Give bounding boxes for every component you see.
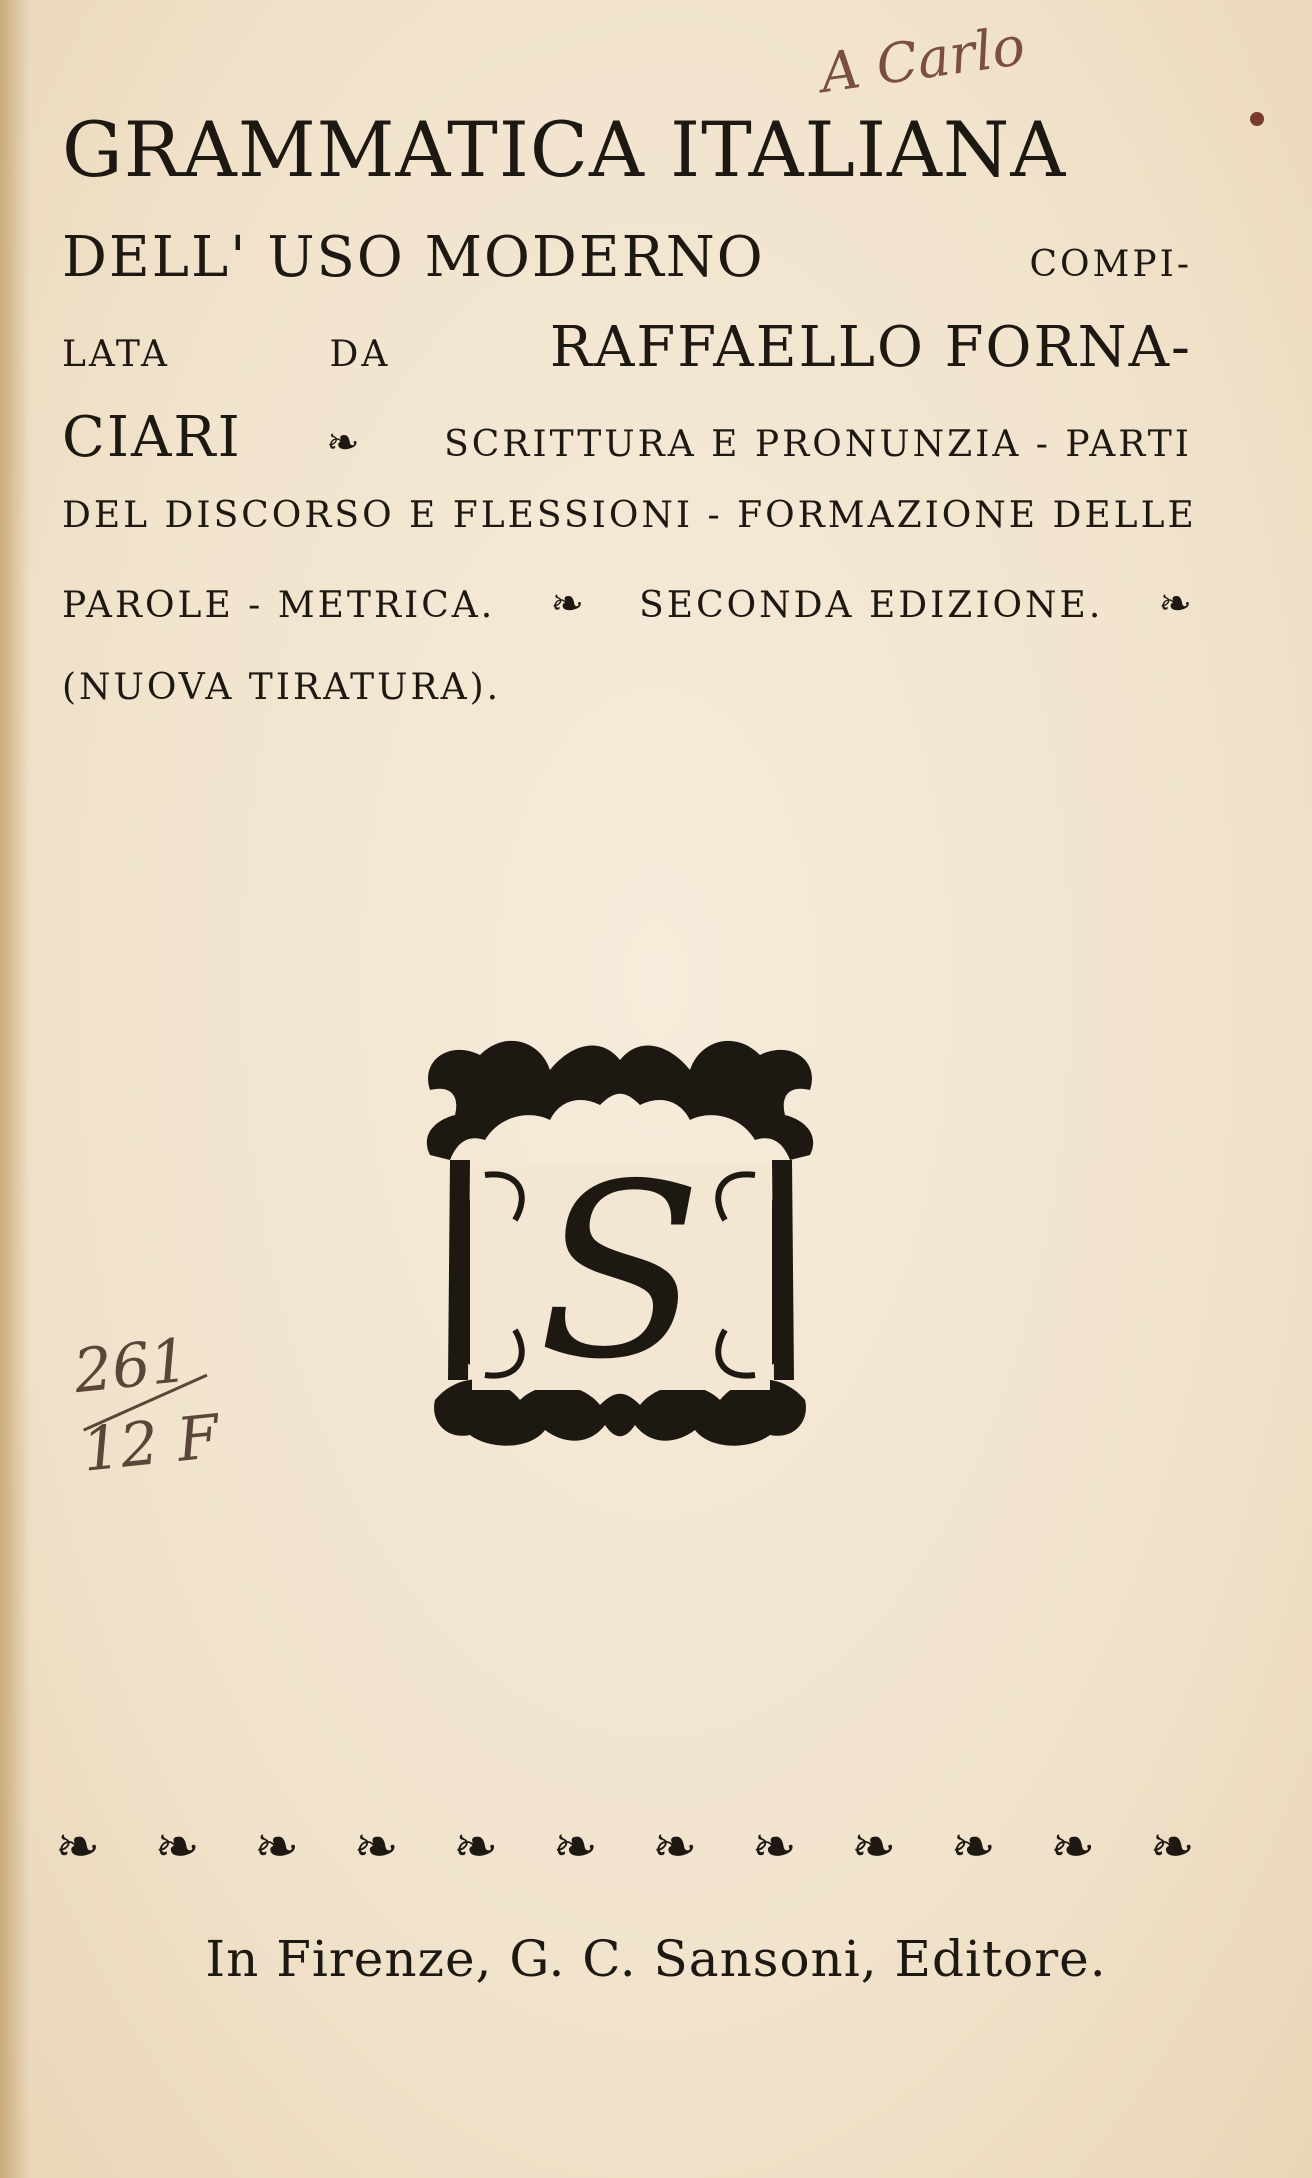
handwritten-dedication: A Carlo: [816, 14, 1029, 105]
contents-text: SCRITTURA E PRONUNZIA - PARTI: [444, 424, 1192, 465]
fleuron-row: [55, 1815, 1195, 1878]
fleuron-icon: ❧: [1050, 1815, 1096, 1878]
shelfmark-top: 261: [70, 1325, 192, 1408]
author-name: RAFFAELLO FORNA-: [549, 315, 1192, 380]
fleuron-icon: ❧: [154, 1815, 200, 1878]
fleuron-icon: ❧: [950, 1815, 996, 1878]
ink-mark: [1250, 112, 1264, 126]
subtitle-text: DELL' USO MODERNO: [62, 225, 765, 290]
publisher-imprint: In Firenze, G. C. Sansoni, Editore.: [205, 1930, 1107, 1988]
fleuron-icon: ❧: [453, 1815, 499, 1878]
contents-text: PAROLE - METRICA.: [62, 585, 496, 626]
title-line-2: [62, 225, 1192, 315]
fleuron-icon: ❧: [751, 1815, 797, 1878]
fleuron-icon: ❧: [326, 420, 360, 466]
title-line-6: [62, 581, 1192, 667]
main-title: GRAMMATICA ITALIANA: [62, 105, 1067, 194]
fleuron-icon: ❧: [851, 1815, 897, 1878]
fleuron-icon: ❧: [550, 581, 584, 627]
fleuron-icon: ❧: [1149, 1815, 1195, 1878]
title-line-1: [62, 105, 1192, 225]
fleuron-icon: ❧: [652, 1815, 698, 1878]
title-block: [62, 105, 1197, 753]
handwritten-shelfmark: [70, 1325, 223, 1486]
title-line-4: [62, 405, 1192, 495]
fleuron-icon: ❧: [1158, 581, 1192, 627]
printing-text: (NUOVA TIRATURA).: [62, 667, 502, 708]
title-line-3: [62, 315, 1192, 405]
subtitle-text: DA: [329, 334, 391, 375]
title-line-7: [62, 667, 1192, 753]
fleuron-icon: ❧: [254, 1815, 300, 1878]
fleuron-icon: ❧: [552, 1815, 598, 1878]
title-line-5: [62, 495, 1197, 581]
fleuron-icon: ❧: [353, 1815, 399, 1878]
monogram-letter: S: [537, 1132, 703, 1412]
contents-text: DEL DISCORSO E FLESSIONI - FORMAZIONE DELLE: [62, 495, 1197, 536]
fleuron-icon: ❧: [55, 1815, 101, 1878]
subtitle-text: COMPI-: [1029, 244, 1192, 285]
edition-text: SECONDA EDIZIONE.: [639, 585, 1104, 626]
author-name: CIARI: [62, 405, 242, 470]
subtitle-text: LATA: [62, 334, 170, 375]
page-edge-stain: [0, 0, 30, 2178]
publisher-monogram-emblem: [410, 1020, 830, 1460]
shelfmark-bottom: 12 F: [78, 1401, 223, 1486]
